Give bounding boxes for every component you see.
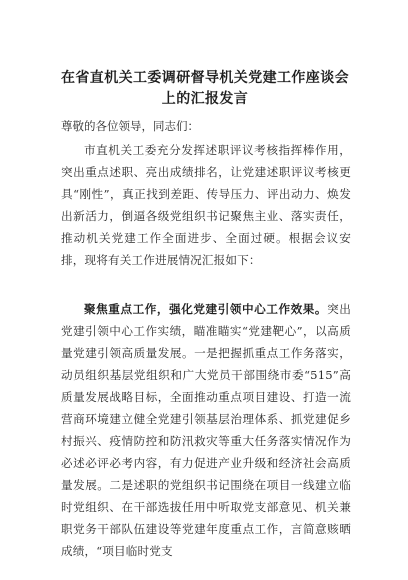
paragraph-intro	[61, 139, 351, 271]
paragraph-intro-text: 市直机关工委充分发挥述职评议考核指挥棒作用，突出重点述职、亮出成绩排名，让党建述职评议考核更具“刚性”，真正找到差距、传导压力、评出动力、焕发出新活力，倒逼各级党组织书记聚焦主业、落实责任，推动机关党建工作全面进步、全面过硬。根据会议安排，现将有关工作进展情况汇报如下：	[61, 143, 351, 267]
section-heading: 聚焦重点工作，强化党建引领中心工作效果。	[84, 302, 328, 316]
paragraph-section-one	[61, 298, 351, 562]
document-title: 在省直机关工委调研督导机关党建工作座谈会上的汇报发言	[61, 70, 349, 107]
section-one-text: 突出党建引领中心工作实绩，瞄准瞄实“党建靶心”，以高质量党建引领高质量发展。一是把握抓重点工作务落实，动员组织基层党组织和广大党员干部围绕市委“515”高质量发展战略目标，全面推动重点项目建设、打造一流营商环境建立健全党建引领基层治理体系、抓党建促乡村振兴、疫情防控和防汛救灾等重大任务落实情况作为必述必评必考内容，有力促进产业升级和经济社会高质量发展。二是述职的党组织书记围绕在项目一线建立临时党组织、在干部选拔任用中听取党支部意见、机关兼职党务干部队伍建设等党建年度重点工作，言简意赅晒成绩，“项目临时党支	[61, 302, 351, 558]
salutation: 尊敬的各位领导，同志们：	[61, 119, 199, 133]
